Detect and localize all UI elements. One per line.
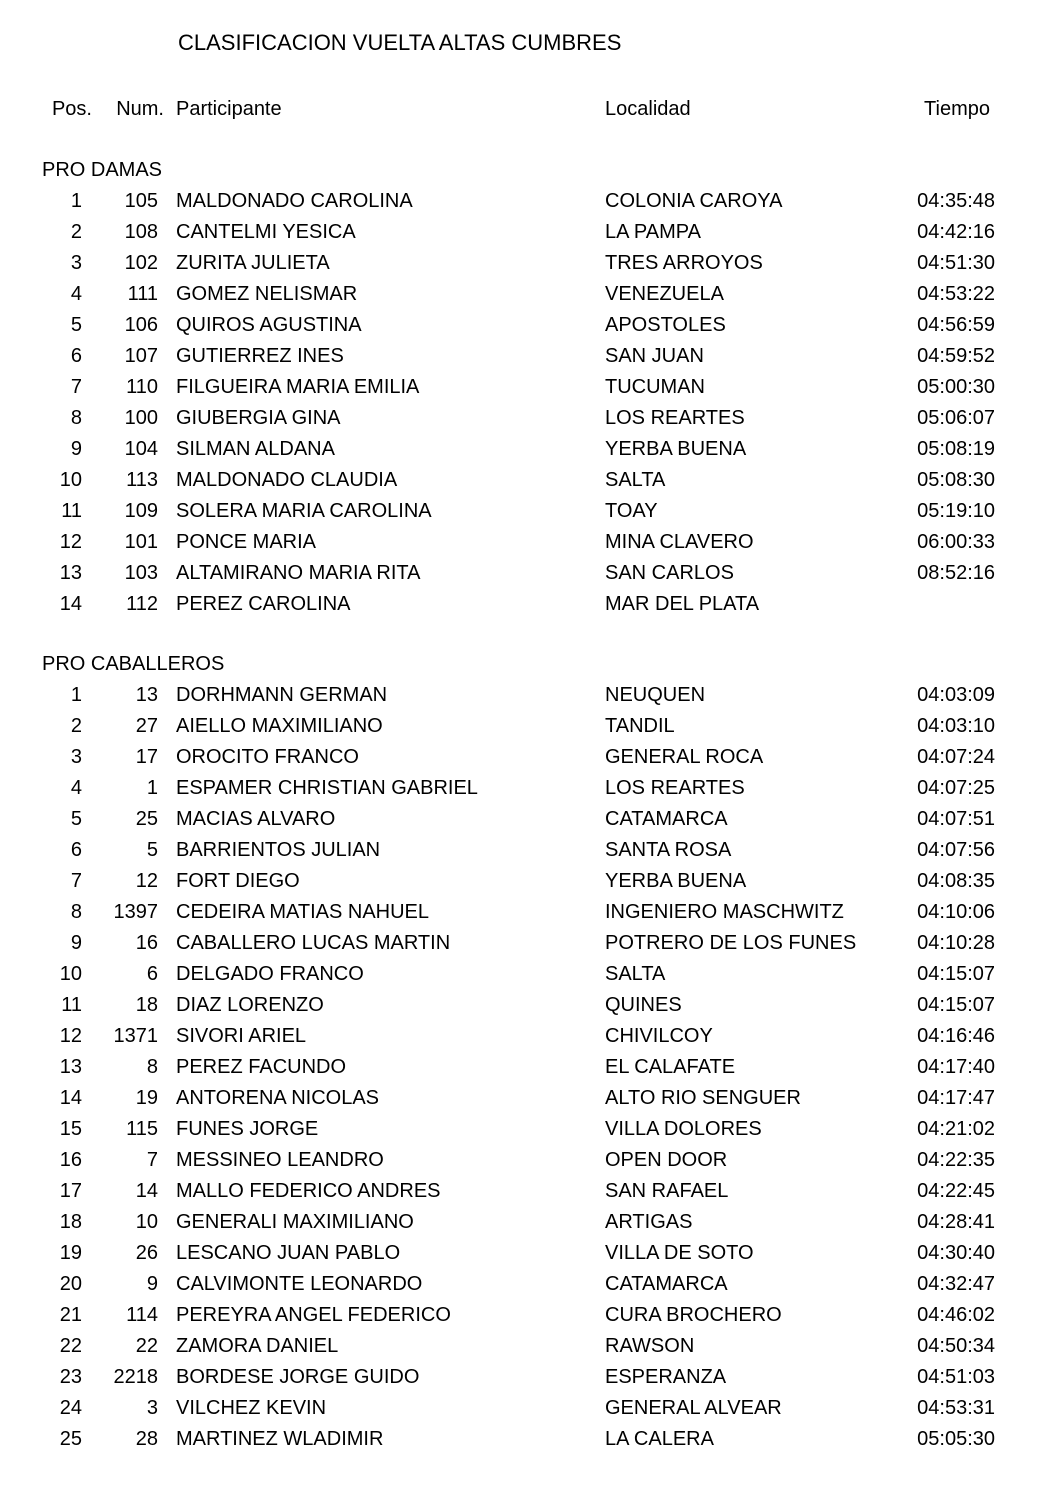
cell-num: 105 bbox=[124, 190, 158, 212]
cell-num: 14 bbox=[135, 1180, 158, 1202]
cell-participant: PEREYRA ANGEL FEDERICO bbox=[176, 1304, 451, 1326]
cell-pos: 7 bbox=[70, 870, 82, 892]
cell-participant: MACIAS ALVARO bbox=[176, 808, 336, 830]
cell-time: 04:35:48 bbox=[917, 190, 995, 212]
cell-num: 1371 bbox=[113, 1025, 158, 1047]
cell-locality: CATAMARCA bbox=[605, 808, 728, 830]
table-row bbox=[0, 527, 1058, 558]
table-row bbox=[0, 928, 1058, 959]
table-row bbox=[0, 248, 1058, 279]
cell-time: 04:56:59 bbox=[917, 314, 995, 336]
cell-num: 115 bbox=[126, 1118, 158, 1140]
cell-pos: 15 bbox=[59, 1118, 82, 1140]
cell-participant: CABALLERO LUCAS MARTIN bbox=[176, 932, 451, 954]
table-row bbox=[0, 1362, 1058, 1393]
page-title: CLASIFICACION VUELTA ALTAS CUMBRES bbox=[178, 30, 622, 55]
cell-participant: GIUBERGIA GINA bbox=[176, 407, 341, 429]
cell-participant: SOLERA MARIA CAROLINA bbox=[176, 500, 432, 522]
table-row bbox=[0, 773, 1058, 804]
cell-time: 04:46:02 bbox=[917, 1304, 995, 1326]
cell-pos: 17 bbox=[59, 1180, 82, 1202]
cell-participant: BORDESE JORGE GUIDO bbox=[176, 1366, 420, 1388]
cell-participant: MALDONADO CAROLINA bbox=[176, 190, 413, 212]
table-row bbox=[0, 1021, 1058, 1052]
cell-time: 04:07:51 bbox=[917, 808, 995, 830]
cell-locality: ALTO RIO SENGUER bbox=[605, 1087, 801, 1109]
cell-pos: 22 bbox=[59, 1335, 82, 1357]
cell-locality: APOSTOLES bbox=[605, 314, 726, 336]
cell-participant: ANTORENA NICOLAS bbox=[176, 1087, 380, 1109]
cell-time: 04:03:09 bbox=[917, 684, 995, 706]
cell-locality: POTRERO DE LOS FUNES bbox=[605, 932, 857, 954]
cell-num: 8 bbox=[146, 1056, 158, 1078]
cell-participant: SILMAN ALDANA bbox=[176, 438, 335, 460]
cell-time: 05:08:30 bbox=[917, 469, 995, 491]
table-row bbox=[0, 1300, 1058, 1331]
cell-num: 10 bbox=[135, 1211, 158, 1233]
table-row bbox=[0, 1207, 1058, 1238]
cell-participant: PONCE MARIA bbox=[176, 531, 317, 553]
cell-pos: 12 bbox=[59, 1025, 82, 1047]
cell-pos: 3 bbox=[70, 252, 82, 274]
cell-pos: 14 bbox=[59, 1087, 82, 1109]
header-num: Num. bbox=[116, 98, 164, 120]
cell-time: 04:28:41 bbox=[917, 1211, 995, 1233]
table-row bbox=[0, 558, 1058, 589]
cell-time: 04:03:10 bbox=[917, 715, 995, 737]
cell-num: 111 bbox=[127, 283, 158, 305]
cell-locality: MAR DEL PLATA bbox=[605, 593, 760, 615]
table-row bbox=[0, 496, 1058, 527]
column-header-row bbox=[0, 94, 1058, 125]
cell-locality: LA CALERA bbox=[605, 1428, 714, 1450]
cell-num: 113 bbox=[126, 469, 158, 491]
cell-participant: QUIROS AGUSTINA bbox=[176, 314, 362, 336]
cell-num: 5 bbox=[146, 839, 158, 861]
cell-num: 109 bbox=[124, 500, 158, 522]
cell-locality: SAN JUAN bbox=[605, 345, 704, 367]
table-row bbox=[0, 1269, 1058, 1300]
cell-locality: YERBA BUENA bbox=[605, 438, 747, 460]
table-row bbox=[0, 1114, 1058, 1145]
cell-pos: 19 bbox=[59, 1242, 82, 1264]
table-row bbox=[0, 742, 1058, 773]
cell-num: 16 bbox=[135, 932, 158, 954]
cell-locality: INGENIERO MASCHWITZ bbox=[605, 901, 844, 923]
cell-num: 100 bbox=[124, 407, 158, 429]
cell-participant: GOMEZ NELISMAR bbox=[176, 283, 358, 305]
cell-num: 25 bbox=[135, 808, 158, 830]
cell-pos: 6 bbox=[70, 345, 82, 367]
cell-pos: 9 bbox=[70, 932, 82, 954]
table-row bbox=[0, 804, 1058, 835]
cell-time: 08:52:16 bbox=[917, 562, 995, 584]
cell-pos: 13 bbox=[59, 1056, 82, 1078]
cell-num: 17 bbox=[135, 746, 158, 768]
cell-locality: SAN CARLOS bbox=[605, 562, 734, 584]
cell-num: 107 bbox=[124, 345, 158, 367]
cell-locality: SAN RAFAEL bbox=[605, 1180, 729, 1202]
cell-locality: NEUQUEN bbox=[605, 684, 706, 706]
cell-pos: 8 bbox=[70, 407, 82, 429]
header-time: Tiempo bbox=[924, 98, 990, 120]
table-row bbox=[0, 1238, 1058, 1269]
cell-time: 04:07:25 bbox=[917, 777, 995, 799]
cell-participant: PEREZ FACUNDO bbox=[176, 1056, 347, 1078]
cell-participant: ZAMORA DANIEL bbox=[176, 1335, 339, 1357]
table-row bbox=[0, 310, 1058, 341]
cell-time: 04:15:07 bbox=[917, 994, 995, 1016]
table-row bbox=[0, 959, 1058, 990]
cell-time: 04:32:47 bbox=[917, 1273, 995, 1295]
cell-locality: SALTA bbox=[605, 469, 666, 491]
cell-pos: 2 bbox=[70, 221, 82, 243]
table-row bbox=[0, 1393, 1058, 1424]
cell-time: 04:30:40 bbox=[917, 1242, 995, 1264]
cell-pos: 14 bbox=[59, 593, 82, 615]
table-row bbox=[0, 897, 1058, 928]
cell-locality: QUINES bbox=[605, 994, 682, 1016]
cell-num: 6 bbox=[146, 963, 158, 985]
cell-pos: 7 bbox=[70, 376, 82, 398]
cell-pos: 1 bbox=[70, 684, 82, 706]
cell-locality: LOS REARTES bbox=[605, 777, 745, 799]
cell-locality: GENERAL ALVEAR bbox=[605, 1397, 782, 1419]
cell-num: 1 bbox=[146, 777, 158, 799]
cell-participant: MALDONADO CLAUDIA bbox=[176, 469, 398, 491]
cell-pos: 12 bbox=[59, 531, 82, 553]
cell-time: 04:53:22 bbox=[917, 283, 995, 305]
cell-pos: 21 bbox=[59, 1304, 82, 1326]
cell-time: 06:00:33 bbox=[917, 531, 995, 553]
cell-num: 22 bbox=[135, 1335, 158, 1357]
cell-locality: MINA CLAVERO bbox=[605, 531, 754, 553]
cell-locality: SANTA ROSA bbox=[605, 839, 732, 861]
cell-participant: GENERALI MAXIMILIANO bbox=[176, 1211, 414, 1233]
cell-pos: 11 bbox=[61, 994, 82, 1016]
cell-participant: DELGADO FRANCO bbox=[176, 963, 364, 985]
cell-time: 05:19:10 bbox=[917, 500, 995, 522]
cell-participant: ZURITA JULIETA bbox=[176, 252, 330, 274]
cell-time: 04:07:56 bbox=[917, 839, 995, 861]
cell-num: 3 bbox=[146, 1397, 158, 1419]
cell-pos: 4 bbox=[70, 777, 82, 799]
cell-num: 106 bbox=[124, 314, 158, 336]
cell-locality: CATAMARCA bbox=[605, 1273, 728, 1295]
cell-locality: EL CALAFATE bbox=[605, 1056, 736, 1078]
cell-num: 9 bbox=[146, 1273, 158, 1295]
cell-time: 04:07:24 bbox=[917, 746, 995, 768]
cell-num: 102 bbox=[124, 252, 158, 274]
section-heading: PRO CABALLEROS bbox=[42, 653, 225, 675]
cell-participant: GUTIERREZ INES bbox=[176, 345, 344, 367]
cell-num: 110 bbox=[126, 376, 158, 398]
cell-pos: 24 bbox=[59, 1397, 82, 1419]
cell-locality: ARTIGAS bbox=[605, 1211, 693, 1233]
cell-locality: OPEN DOOR bbox=[605, 1149, 728, 1171]
cell-participant: OROCITO FRANCO bbox=[176, 746, 359, 768]
cell-participant: ESPAMER CHRISTIAN GABRIEL bbox=[176, 777, 478, 799]
cell-time: 04:53:31 bbox=[917, 1397, 995, 1419]
table-row bbox=[0, 341, 1058, 372]
table-row bbox=[0, 589, 1058, 620]
cell-time: 04:22:35 bbox=[917, 1149, 995, 1171]
cell-time: 04:22:45 bbox=[917, 1180, 995, 1202]
cell-locality: COLONIA CAROYA bbox=[605, 190, 783, 212]
cell-locality: CHIVILCOY bbox=[605, 1025, 713, 1047]
cell-locality: TOAY bbox=[605, 500, 658, 522]
cell-pos: 1 bbox=[70, 190, 82, 212]
cell-pos: 16 bbox=[59, 1149, 82, 1171]
table-row bbox=[0, 434, 1058, 465]
cell-participant: FORT DIEGO bbox=[176, 870, 300, 892]
table-row bbox=[0, 680, 1058, 711]
cell-num: 112 bbox=[126, 593, 158, 615]
cell-locality: CURA BROCHERO bbox=[605, 1304, 782, 1326]
cell-pos: 4 bbox=[70, 283, 82, 305]
header-locality: Localidad bbox=[605, 98, 691, 120]
cell-pos: 3 bbox=[70, 746, 82, 768]
cell-time: 04:51:30 bbox=[917, 252, 995, 274]
cell-locality: VENEZUELA bbox=[605, 283, 724, 305]
cell-num: 2218 bbox=[113, 1366, 158, 1388]
cell-participant: BARRIENTOS JULIAN bbox=[176, 839, 381, 861]
section-heading: PRO DAMAS bbox=[42, 159, 163, 181]
table-row bbox=[0, 1176, 1058, 1207]
cell-pos: 18 bbox=[59, 1211, 82, 1233]
cell-num: 19 bbox=[135, 1087, 158, 1109]
cell-locality: SALTA bbox=[605, 963, 666, 985]
cell-time: 04:10:06 bbox=[917, 901, 995, 923]
cell-pos: 2 bbox=[70, 715, 82, 737]
cell-locality: VILLA DOLORES bbox=[605, 1118, 762, 1140]
cell-pos: 11 bbox=[61, 500, 82, 522]
cell-num: 26 bbox=[135, 1242, 158, 1264]
cell-num: 13 bbox=[135, 684, 158, 706]
cell-time: 04:10:28 bbox=[917, 932, 995, 954]
cell-locality: TRES ARROYOS bbox=[605, 252, 763, 274]
cell-num: 108 bbox=[124, 221, 158, 243]
cell-participant: AIELLO MAXIMILIANO bbox=[176, 715, 383, 737]
cell-time: 04:51:03 bbox=[917, 1366, 995, 1388]
table-row bbox=[0, 372, 1058, 403]
cell-locality: TANDIL bbox=[605, 715, 675, 737]
cell-pos: 6 bbox=[70, 839, 82, 861]
cell-locality: LOS REARTES bbox=[605, 407, 745, 429]
cell-participant: FILGUEIRA MARIA EMILIA bbox=[176, 376, 420, 398]
cell-pos: 20 bbox=[59, 1273, 82, 1295]
cell-participant: VILCHEZ KEVIN bbox=[176, 1397, 327, 1419]
table-row bbox=[0, 1083, 1058, 1114]
cell-num: 1397 bbox=[113, 901, 158, 923]
cell-time: 04:16:46 bbox=[917, 1025, 995, 1047]
cell-participant: MESSINEO LEANDRO bbox=[176, 1149, 384, 1171]
cell-pos: 8 bbox=[70, 901, 82, 923]
cell-time: 04:42:16 bbox=[917, 221, 995, 243]
cell-locality: ESPERANZA bbox=[605, 1366, 727, 1388]
table-row bbox=[0, 403, 1058, 434]
cell-pos: 10 bbox=[59, 469, 82, 491]
cell-pos: 10 bbox=[59, 963, 82, 985]
cell-time: 04:08:35 bbox=[917, 870, 995, 892]
table-row bbox=[0, 217, 1058, 248]
cell-participant: MARTINEZ WLADIMIR bbox=[176, 1428, 384, 1450]
table-row bbox=[0, 279, 1058, 310]
cell-num: 18 bbox=[135, 994, 158, 1016]
cell-pos: 13 bbox=[59, 562, 82, 584]
cell-time: 04:15:07 bbox=[917, 963, 995, 985]
table-row bbox=[0, 1145, 1058, 1176]
cell-participant: SIVORI ARIEL bbox=[176, 1025, 307, 1047]
cell-time: 05:06:07 bbox=[917, 407, 995, 429]
cell-locality: YERBA BUENA bbox=[605, 870, 747, 892]
cell-participant: ALTAMIRANO MARIA RITA bbox=[176, 562, 421, 584]
cell-locality: TUCUMAN bbox=[605, 376, 705, 398]
cell-participant: FUNES JORGE bbox=[176, 1118, 319, 1140]
cell-num: 12 bbox=[135, 870, 158, 892]
table-row bbox=[0, 866, 1058, 897]
cell-num: 104 bbox=[124, 438, 158, 460]
cell-locality: RAWSON bbox=[605, 1335, 695, 1357]
cell-time: 04:50:34 bbox=[917, 1335, 995, 1357]
cell-pos: 9 bbox=[70, 438, 82, 460]
cell-pos: 5 bbox=[70, 808, 82, 830]
table-row bbox=[0, 1424, 1058, 1455]
cell-participant: DORHMANN GERMAN bbox=[176, 684, 388, 706]
header-pos: Pos. bbox=[51, 98, 92, 120]
cell-participant: CEDEIRA MATIAS NAHUEL bbox=[176, 901, 430, 923]
cell-participant: CANTELMI YESICA bbox=[176, 221, 356, 243]
table-row bbox=[0, 465, 1058, 496]
table-row bbox=[0, 711, 1058, 742]
cell-num: 27 bbox=[135, 715, 158, 737]
cell-pos: 25 bbox=[59, 1428, 82, 1450]
table-row bbox=[0, 835, 1058, 866]
cell-time: 05:00:30 bbox=[917, 376, 995, 398]
table-row bbox=[0, 186, 1058, 217]
cell-time: 04:21:02 bbox=[917, 1118, 995, 1140]
table-row bbox=[0, 990, 1058, 1021]
cell-num: 101 bbox=[124, 531, 158, 553]
cell-participant: CALVIMONTE LEONARDO bbox=[176, 1273, 423, 1295]
cell-num: 7 bbox=[146, 1149, 158, 1171]
cell-time: 05:08:19 bbox=[917, 438, 995, 460]
cell-num: 28 bbox=[135, 1428, 158, 1450]
cell-participant: PEREZ CAROLINA bbox=[176, 593, 351, 615]
cell-time: 04:17:40 bbox=[917, 1056, 995, 1078]
cell-locality: GENERAL ROCA bbox=[605, 746, 764, 768]
cell-locality: LA PAMPA bbox=[605, 221, 701, 243]
header-participant: Participante bbox=[176, 98, 282, 120]
cell-locality: VILLA DE SOTO bbox=[605, 1242, 754, 1264]
cell-time: 04:59:52 bbox=[917, 345, 995, 367]
cell-num: 103 bbox=[124, 562, 158, 584]
cell-pos: 23 bbox=[59, 1366, 82, 1388]
table-row bbox=[0, 1331, 1058, 1362]
cell-participant: DIAZ LORENZO bbox=[176, 994, 324, 1016]
cell-participant: MALLO FEDERICO ANDRES bbox=[176, 1180, 441, 1202]
cell-time: 05:05:30 bbox=[917, 1428, 995, 1450]
cell-time: 04:17:47 bbox=[917, 1087, 995, 1109]
cell-participant: LESCANO JUAN PABLO bbox=[176, 1242, 401, 1264]
table-row bbox=[0, 1052, 1058, 1083]
cell-num: 114 bbox=[126, 1304, 158, 1326]
cell-pos: 5 bbox=[70, 314, 82, 336]
